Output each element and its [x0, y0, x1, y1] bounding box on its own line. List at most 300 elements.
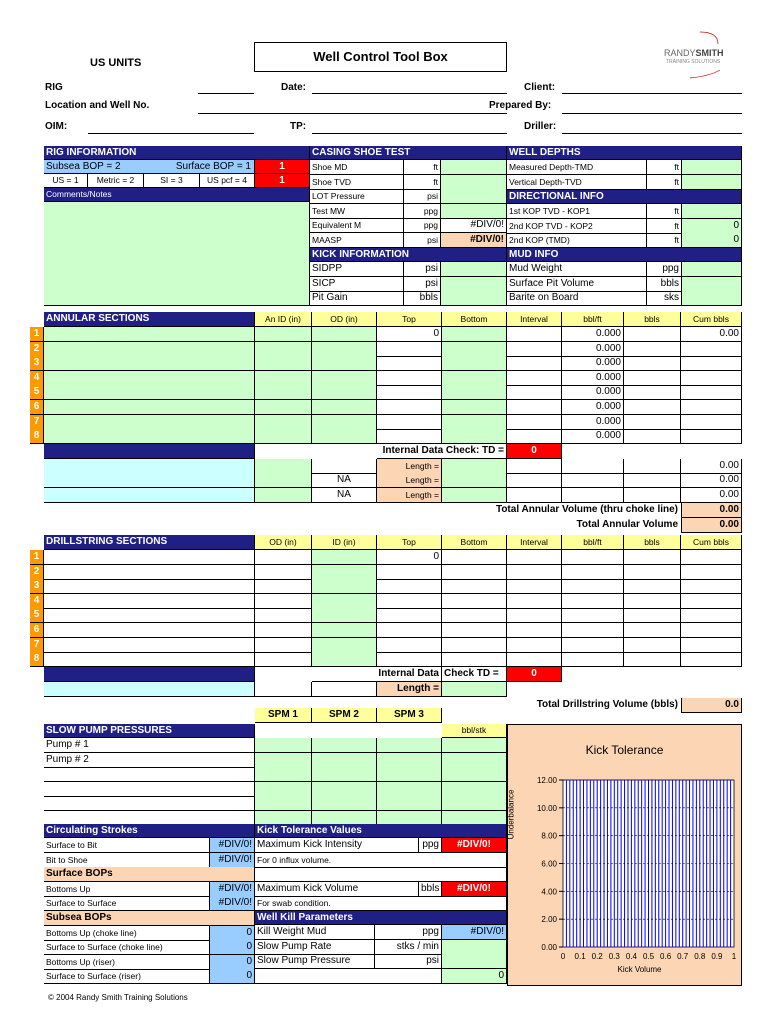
annular-bottom[interactable] — [442, 356, 507, 371]
drill-interval — [507, 579, 562, 594]
annular-desc[interactable] — [44, 327, 255, 342]
annular-desc[interactable] — [44, 342, 255, 357]
casing-unit: ft — [404, 175, 441, 190]
drill-total-label: Total Drillstring Volume (bbls) — [536, 698, 678, 710]
drill-row-number: 4 — [30, 594, 44, 609]
annular-col-header: Cum bbls — [681, 312, 742, 327]
annular-bottom[interactable] — [442, 371, 507, 386]
pump-row-label: Pump # 1 — [44, 738, 255, 753]
mki-value: #DIV/0! — [442, 838, 507, 853]
drill-bottom[interactable] — [442, 550, 507, 565]
drill-bblft — [562, 594, 624, 609]
annular-extra-od: NA — [312, 488, 377, 503]
bblstk-value[interactable] — [442, 767, 507, 782]
pump-row-label: Pump # 2 — [44, 753, 255, 768]
drill-row-number: 2 — [30, 565, 44, 580]
drill-col-header: OD (in) — [255, 535, 312, 550]
casing-value[interactable] — [441, 175, 507, 190]
mkv-unit: bbls — [419, 882, 442, 897]
circ-value: 0 — [210, 955, 255, 970]
annular-id[interactable] — [255, 385, 312, 400]
spm1-value[interactable] — [255, 782, 312, 797]
drill-bbls — [624, 638, 681, 653]
drill-desc[interactable] — [44, 623, 255, 638]
mki-note: For 0 influx volume. — [255, 853, 507, 868]
bop-section-header: Surface BOPs — [44, 867, 255, 882]
chart-xtick-label: 0.3 — [608, 952, 620, 961]
annular-top — [377, 371, 442, 386]
circ-label: Bottoms Up (riser) — [44, 955, 210, 970]
annular-extra-desc[interactable] — [44, 488, 255, 503]
annular-col-header: bbls — [624, 312, 681, 327]
chart-xtick-label: 0.6 — [660, 952, 672, 961]
drill-bottom[interactable] — [442, 623, 507, 638]
annular-id[interactable] — [255, 327, 312, 342]
mud-value[interactable] — [682, 277, 742, 292]
drill-bottom[interactable] — [442, 594, 507, 609]
circ-label: Bottoms Up (choke line) — [44, 926, 210, 941]
circ-label: Surface to Surface (choke line) — [44, 940, 210, 955]
annular-extra-bbls — [624, 459, 681, 474]
chart-xtick-label: 0.8 — [694, 952, 706, 961]
kt-values-header: Kick Tolerance Values — [255, 824, 507, 838]
units-label: US UNITS — [90, 57, 142, 69]
drill-od[interactable] — [255, 623, 312, 638]
annular-bottom[interactable] — [442, 415, 507, 430]
tp-label: TP: — [290, 121, 307, 132]
annular-row-number: 1 — [30, 327, 44, 342]
kill-label: Slow Pump Pressure — [255, 954, 375, 969]
annular-extra-bblft — [562, 473, 624, 488]
drill-cum — [681, 550, 742, 565]
circ-label: Bottoms Up — [44, 882, 210, 897]
annular-od[interactable] — [312, 356, 377, 371]
annular-cum — [681, 429, 742, 444]
logo-subtitle: TRAINING SOLUTIONS — [666, 59, 721, 65]
drill-bottom[interactable] — [442, 608, 507, 623]
annular-total-choke-label: Total Annular Volume (thru choke line) — [495, 503, 678, 515]
chart-xtick-label: 0.2 — [591, 952, 603, 961]
spm-header: SPM 2 — [312, 708, 377, 723]
kick-unit: psi — [404, 277, 441, 292]
circ-label: Bit to Shoe — [44, 853, 210, 868]
mkv-note: For swab condition. — [255, 897, 507, 911]
drill-od[interactable] — [255, 638, 312, 653]
annular-bottom[interactable] — [442, 342, 507, 357]
drill-id[interactable] — [312, 623, 377, 638]
annular-desc[interactable] — [44, 429, 255, 444]
annular-col-header: Interval — [507, 312, 562, 327]
drill-bbls — [624, 608, 681, 623]
directional-value[interactable]: 0 — [682, 233, 742, 248]
annular-top — [377, 400, 442, 415]
annular-bottom[interactable] — [442, 385, 507, 400]
chart-xtick-label: 1 — [731, 952, 737, 961]
annular-col-header: An ID (in) — [255, 312, 312, 327]
annular-id[interactable] — [255, 371, 312, 386]
annular-interval — [507, 415, 562, 430]
drill-bblft — [562, 550, 624, 565]
annular-od[interactable] — [312, 400, 377, 415]
drill-id[interactable] — [312, 652, 377, 667]
date-label: Date: — [281, 82, 307, 93]
drill-top — [377, 579, 442, 594]
kill-unit: ppg — [375, 925, 442, 940]
annular-extra-desc[interactable] — [44, 473, 255, 488]
prepared-field[interactable] — [562, 113, 742, 114]
drill-desc[interactable] — [44, 550, 255, 565]
drill-top — [377, 638, 442, 653]
casing-value: #DIV/0! — [441, 233, 507, 248]
annular-id[interactable] — [255, 400, 312, 415]
kill-unit: psi — [375, 954, 442, 969]
annular-extra-id[interactable] — [255, 488, 312, 503]
drill-interval — [507, 638, 562, 653]
annular-desc[interactable] — [44, 400, 255, 415]
mki-unit: ppg — [419, 838, 442, 853]
spm2-value[interactable] — [312, 753, 377, 768]
kick-unit: psi — [404, 262, 441, 277]
chart-plot — [508, 725, 741, 985]
annular-interval — [507, 400, 562, 415]
spm1-value[interactable] — [255, 767, 312, 782]
annular-bottom[interactable] — [442, 327, 507, 342]
directional-label: 1st KOP TVD - KOP1 — [507, 204, 647, 219]
annular-length-value[interactable] — [442, 459, 507, 474]
drill-row-number: 8 — [30, 652, 44, 667]
annular-bblft: 0.000 — [562, 327, 624, 342]
casing-value[interactable] — [441, 189, 507, 204]
circ-label: Surface to Surface — [44, 896, 210, 911]
chart-ytick-label: 10.00 — [536, 803, 557, 813]
casing-label: Shoe MD — [310, 160, 404, 175]
depth-value[interactable] — [682, 175, 742, 190]
annular-row-number: 3 — [30, 356, 44, 371]
drill-desc[interactable] — [44, 638, 255, 653]
chart-ytick-label: 0.00 — [541, 943, 557, 952]
rig-bop-type-cell — [44, 160, 255, 174]
annular-extra-id[interactable] — [255, 459, 312, 474]
directional-value[interactable] — [682, 204, 742, 219]
drill-bottom[interactable] — [442, 638, 507, 653]
spm1-value[interactable] — [255, 738, 312, 753]
spm3-value[interactable] — [377, 782, 442, 797]
annular-cum — [681, 371, 742, 386]
annular-total-choke-value: 0.00 — [681, 503, 742, 518]
spm2-value[interactable] — [312, 782, 377, 797]
drill-od[interactable] — [255, 594, 312, 609]
casing-unit: ft — [404, 160, 441, 175]
directional-header: DIRECTIONAL INFO — [507, 190, 742, 204]
annular-od[interactable] — [312, 342, 377, 357]
circ-value: 0 — [210, 969, 255, 984]
annular-bottom[interactable] — [442, 429, 507, 444]
annular-row-number: 5 — [30, 385, 44, 400]
kick-value[interactable] — [441, 291, 507, 306]
annular-interval — [507, 429, 562, 444]
drill-length-value[interactable] — [442, 682, 507, 697]
tp-field[interactable] — [312, 133, 507, 134]
annular-od[interactable] — [312, 429, 377, 444]
casing-unit: ppg — [404, 204, 441, 219]
circ-header: Circulating Strokes — [44, 824, 255, 838]
kill-value[interactable] — [442, 940, 507, 955]
annular-bblft: 0.000 — [562, 415, 624, 430]
drill-id[interactable] — [312, 579, 377, 594]
spm3-value[interactable] — [377, 738, 442, 753]
drill-od[interactable] — [255, 652, 312, 667]
kick-tolerance-chart — [507, 724, 742, 986]
drill-bottom[interactable] — [442, 652, 507, 667]
mud-unit: sks — [647, 291, 682, 306]
drill-internal-bar — [44, 667, 255, 682]
circ-value: 0 — [210, 926, 255, 941]
drill-bottom[interactable] — [442, 565, 507, 580]
annular-interval — [507, 385, 562, 400]
location-field[interactable] — [198, 113, 507, 114]
annular-extra-bblft — [562, 459, 624, 474]
spm2-value[interactable] — [312, 767, 377, 782]
company-logo — [660, 30, 740, 82]
annular-cum — [681, 342, 742, 357]
annular-desc[interactable] — [44, 385, 255, 400]
directional-unit: ft — [647, 204, 682, 219]
annular-top — [377, 385, 442, 400]
annular-od[interactable] — [312, 415, 377, 430]
comments-field[interactable] — [44, 202, 310, 306]
annular-id[interactable] — [255, 415, 312, 430]
drill-id[interactable] — [312, 594, 377, 609]
annular-interval — [507, 327, 562, 342]
spm3-value[interactable] — [377, 767, 442, 782]
annular-bbls — [624, 415, 681, 430]
drill-cum — [681, 623, 742, 638]
drill-row-number: 6 — [30, 623, 44, 638]
drill-desc[interactable] — [44, 652, 255, 667]
drill-interval — [507, 608, 562, 623]
annular-cum — [681, 385, 742, 400]
unit-si: SI = 3 — [144, 174, 200, 188]
annular-bbls — [624, 356, 681, 371]
drill-extra-desc[interactable] — [44, 682, 255, 697]
kick-header: KICK INFORMATION — [310, 248, 507, 262]
annular-bblft: 0.000 — [562, 342, 624, 357]
annular-bblft: 0.000 — [562, 400, 624, 415]
mud-value[interactable] — [682, 262, 742, 277]
drill-bbls — [624, 623, 681, 638]
driller-field[interactable] — [562, 133, 742, 134]
annular-bblft: 0.000 — [562, 356, 624, 371]
chart-xtick-label: 0.5 — [642, 952, 655, 961]
drill-cum — [681, 652, 742, 667]
drill-desc[interactable] — [44, 594, 255, 609]
annular-id[interactable] — [255, 342, 312, 357]
annular-od[interactable] — [312, 385, 377, 400]
chart-xtick-label: 0.1 — [574, 952, 586, 961]
oim-field[interactable] — [88, 133, 254, 134]
spm1-value[interactable] — [255, 796, 312, 811]
casing-label: Equivalent M — [310, 218, 404, 233]
mkv-value: #DIV/0! — [442, 882, 507, 897]
drill-bbls — [624, 652, 681, 667]
drill-row-number: 1 — [30, 550, 44, 565]
drill-bbls — [624, 565, 681, 580]
annular-row-number: 4 — [30, 371, 44, 386]
spm1-value[interactable] — [255, 753, 312, 768]
annular-bottom[interactable] — [442, 400, 507, 415]
bop-type-value[interactable]: 1 — [255, 160, 310, 174]
drill-top — [377, 565, 442, 580]
drill-header: DRILLSTRING SECTIONS — [44, 535, 255, 550]
annular-interval — [507, 342, 562, 357]
casing-unit: ppg — [404, 218, 441, 233]
unit-value[interactable]: 1 — [255, 174, 310, 188]
annular-length-label: Length = — [377, 473, 442, 488]
drill-od[interactable] — [255, 579, 312, 594]
depths-header: WELL DEPTHS — [507, 146, 742, 160]
annular-extra-cum: 0.00 — [681, 473, 742, 488]
chart-title: Kick Tolerance — [585, 743, 664, 757]
drill-internal-label: Internal Data — [312, 667, 442, 682]
spm2-value[interactable] — [312, 738, 377, 753]
date-field[interactable] — [312, 93, 507, 94]
circ-label: Surface to Bit — [44, 838, 210, 853]
annular-col-header: OD (in) — [312, 312, 377, 327]
annular-extra-desc[interactable] — [44, 459, 255, 474]
drill-col-header: bbls — [624, 535, 681, 550]
drill-top — [377, 608, 442, 623]
depth-unit: ft — [647, 160, 682, 175]
annular-extra-od: NA — [312, 473, 377, 488]
casing-label: MAASP — [310, 233, 404, 248]
rig-info-header: RIG INFORMATION — [44, 146, 310, 160]
annular-extra-bbls — [624, 473, 681, 488]
annular-cum — [681, 400, 742, 415]
drill-desc[interactable] — [44, 565, 255, 580]
rig-field[interactable] — [198, 93, 254, 94]
bop-section-header: Subsea BOPs — [44, 911, 255, 926]
mud-label: Barite on Board — [507, 291, 647, 306]
unit-uspcf: US pcf = 4 — [200, 174, 255, 188]
depth-label: Measured Depth-TMD — [507, 160, 647, 175]
annular-top — [377, 356, 442, 371]
annular-interval — [507, 371, 562, 386]
drill-bblft — [562, 638, 624, 653]
annular-bblft: 0.000 — [562, 385, 624, 400]
spm3-value[interactable] — [377, 796, 442, 811]
bblstk-value[interactable] — [442, 738, 507, 753]
directional-label: 2nd KOP (TMD) — [507, 233, 647, 248]
chart-ytick-label: 12.00 — [536, 776, 557, 785]
kill-value[interactable] — [442, 954, 507, 969]
annular-extra-cum: 0.00 — [681, 459, 742, 474]
client-label: Client: — [524, 82, 556, 93]
casing-header: CASING SHOE TEST — [310, 146, 507, 160]
drill-id[interactable] — [312, 608, 377, 623]
annular-bblft: 0.000 — [562, 371, 624, 386]
directional-value[interactable]: 0 — [682, 219, 742, 234]
drill-desc[interactable] — [44, 608, 255, 623]
casing-unit: psi — [404, 189, 441, 204]
annular-length-label: Length = — [377, 488, 442, 503]
annular-row-number: 8 — [30, 429, 44, 444]
drill-desc[interactable] — [44, 579, 255, 594]
annular-desc[interactable] — [44, 371, 255, 386]
chart-ytick-label: 4.00 — [541, 887, 557, 897]
kick-label: SICP — [310, 277, 404, 292]
chart-xlabel: Kick Volume — [617, 965, 662, 974]
drill-interval — [507, 652, 562, 667]
drill-col-header: Interval — [507, 535, 562, 550]
client-field[interactable] — [562, 93, 742, 94]
annular-bbls — [624, 371, 681, 386]
footer-copyright: © 2004 Randy Smith Training Solutions — [48, 993, 188, 1002]
mud-header: MUD INFO — [507, 248, 742, 262]
circ-value: #DIV/0! — [210, 853, 255, 868]
drill-id[interactable] — [312, 565, 377, 580]
drill-od[interactable] — [255, 608, 312, 623]
circ-value: #DIV/0! — [210, 896, 255, 911]
drill-cum — [681, 638, 742, 653]
annular-length-value[interactable] — [442, 473, 507, 488]
annular-od[interactable] — [312, 371, 377, 386]
drill-id[interactable] — [312, 638, 377, 653]
casing-value[interactable] — [441, 204, 507, 219]
drill-top — [377, 652, 442, 667]
drill-od[interactable] — [255, 550, 312, 565]
annular-length-value[interactable] — [442, 488, 507, 503]
depth-value[interactable] — [682, 160, 742, 175]
annular-od[interactable] — [312, 327, 377, 342]
casing-value[interactable] — [441, 160, 507, 175]
mud-value[interactable] — [682, 291, 742, 306]
bblstk-value[interactable] — [442, 796, 507, 811]
drill-total-value: 0.0 — [681, 698, 742, 713]
drill-od[interactable] — [255, 565, 312, 580]
casing-label: Test MW — [310, 204, 404, 219]
annular-desc[interactable] — [44, 415, 255, 430]
mkv-label: Maximum Kick Volume — [255, 882, 419, 897]
bblstk-value[interactable] — [442, 753, 507, 768]
kick-value[interactable] — [441, 262, 507, 277]
mki-label: Maximum Kick Intensity — [255, 838, 419, 853]
oim-label: OIM: — [45, 121, 68, 132]
annular-id[interactable] — [255, 429, 312, 444]
spm2-value[interactable] — [312, 796, 377, 811]
annular-col-header: Top — [377, 312, 442, 327]
kill-extra-blank — [255, 969, 442, 984]
annular-extra-id[interactable] — [255, 473, 312, 488]
surface-bop-label: Surface BOP = 1 — [175, 161, 251, 172]
drill-bottom[interactable] — [442, 579, 507, 594]
spm3-value[interactable] — [377, 753, 442, 768]
drill-top: 0 — [377, 550, 442, 565]
kill-label: Kill Weight Mud — [255, 925, 375, 940]
casing-unit: psi — [404, 233, 441, 248]
kick-value[interactable] — [441, 277, 507, 292]
annular-interval — [507, 356, 562, 371]
bblstk-value[interactable] — [442, 782, 507, 797]
drill-id[interactable] — [312, 550, 377, 565]
subsea-bop-label: Subsea BOP = 2 — [46, 161, 121, 172]
annular-desc[interactable] — [44, 356, 255, 371]
annular-top — [377, 342, 442, 357]
annular-extra-cum: 0.00 — [681, 488, 742, 503]
chart-xtick-label: 0 — [560, 952, 566, 961]
casing-label: LOT Pressure — [310, 189, 404, 204]
annular-internal-label: Internal Data Check: TD = — [377, 444, 507, 459]
annular-id[interactable] — [255, 356, 312, 371]
